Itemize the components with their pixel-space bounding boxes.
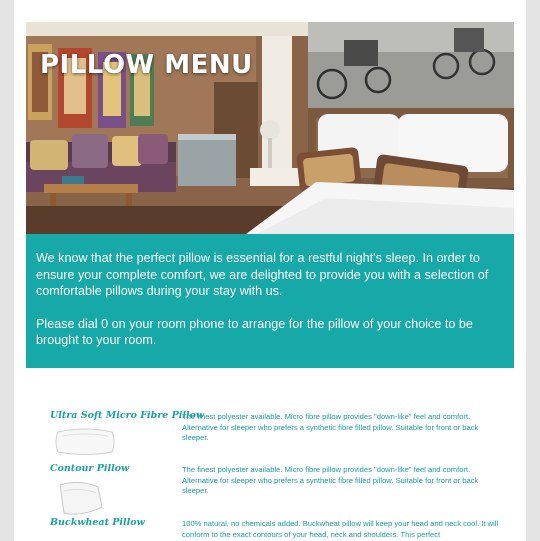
- intro-box: [26, 234, 514, 368]
- hotel-room-photo: [26, 22, 514, 234]
- pillow-description: The finest polyester available. Micro fibre pillow provides "down-like" feel and comfort. Alternative for sleeper who prefers a synthetic fibre filled pillow. Suitable for front or back sleeper.: [182, 465, 479, 496]
- intro-paragraph-1: We know that the perfect pillow is essential for a restful night's sleep. In order to ensure your complete comfort, we are delighted to provide you with a selection of comfortable pillows during your stay with us.: [36, 251, 489, 298]
- pillow-description: 100% natural, no chemicals added. Buckwheat pillow will keep your head and neck cool. It will conform to the exact contours of your head, neck and shoulders. This perfect: [182, 519, 499, 539]
- menu-sheet: [14, 0, 526, 541]
- pillow-name: Buckwheat Pillow: [50, 517, 145, 528]
- intro-paragraph-2: Please dial 0 on your room phone to arrange for the pillow of your choice to be brought to your room.: [36, 316, 473, 347]
- page-title: PILLOW MENU: [40, 50, 253, 80]
- pillow-name: Contour Pillow: [50, 463, 130, 474]
- pillow-image: [52, 477, 108, 521]
- pillow-image: [52, 424, 118, 458]
- pillow-name: Ultra Soft Micro Fibre Pillow: [50, 410, 205, 421]
- pillow-description: The finest polyester available. Micro fibre pillow provides "down-like" feel and comfort. Alternative for sleeper who prefers a synthetic fibre filled pillow. Suitable for front or back sleeper.: [182, 412, 479, 443]
